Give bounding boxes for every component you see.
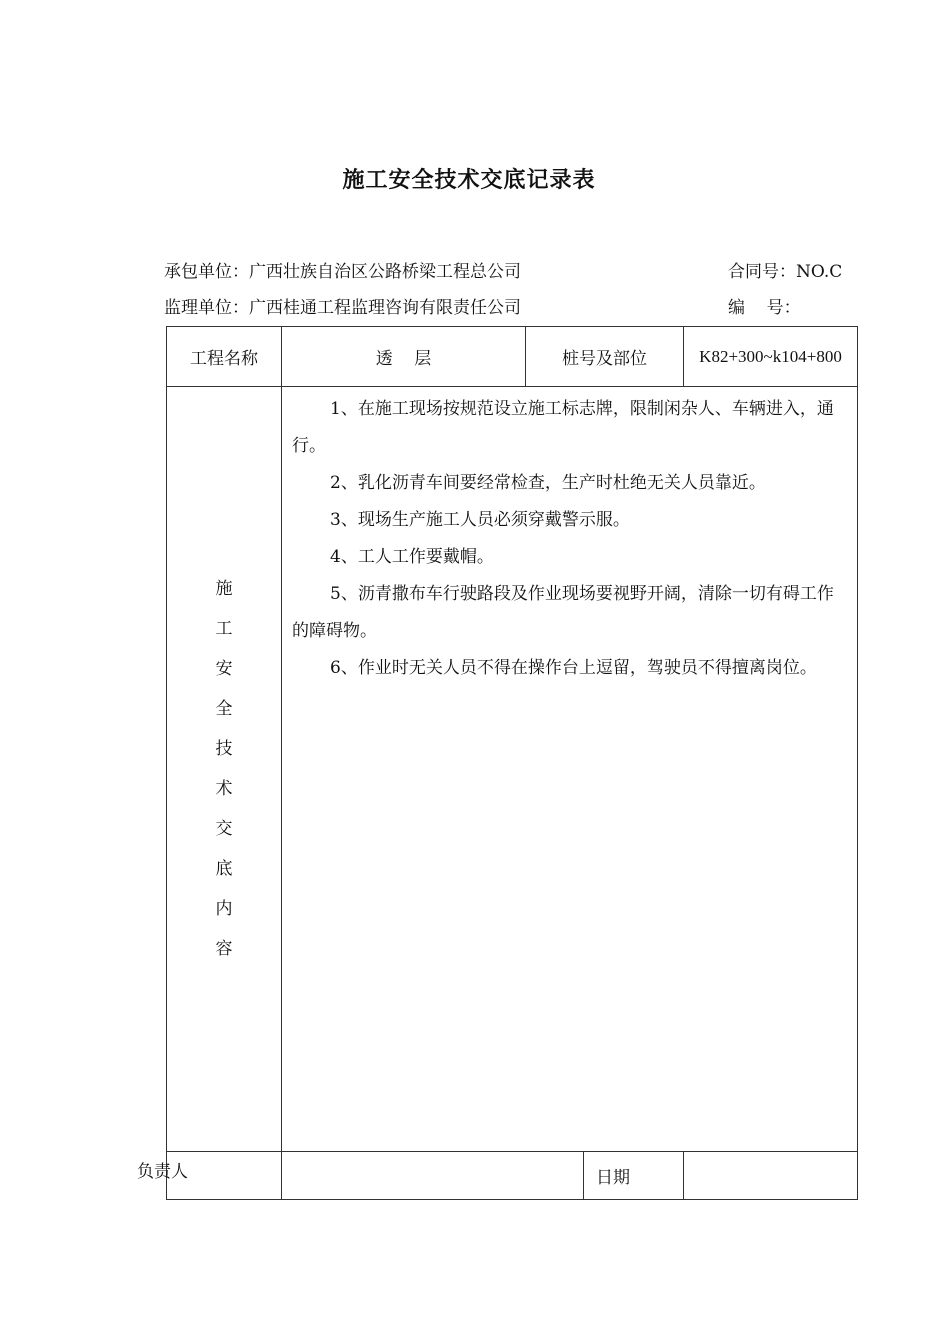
briefing-item: 1、在施工现场按规范设立施工标志牌，限制闲杂人、车辆进入，通行。 bbox=[292, 399, 834, 456]
date-label: 日期 bbox=[584, 1152, 684, 1200]
briefing-item: 2、乳化沥青车间要经常检查，生产时杜绝无关人员靠近。 bbox=[330, 473, 766, 493]
content-label-char: 术 bbox=[215, 779, 233, 799]
content-label-char: 工 bbox=[215, 619, 233, 639]
signer-value-cell[interactable] bbox=[282, 1152, 584, 1200]
project-name-value: 透 层 bbox=[282, 327, 526, 387]
serial-no-label: 编 号： bbox=[728, 298, 801, 318]
content-label-cell bbox=[167, 387, 282, 1152]
safety-briefing-table bbox=[166, 326, 858, 1200]
table-row bbox=[167, 387, 858, 1152]
briefing-item: 6、作业时无关人员不得在操作台上逗留，驾驶员不得擅离岗位。 bbox=[330, 658, 817, 678]
content-label-char: 容 bbox=[215, 939, 233, 959]
supervisor-label: 监理单位：广西桂通工程监理咨询有限责任公司 bbox=[164, 298, 521, 318]
content-label-char: 技 bbox=[215, 739, 233, 759]
date-value-cell[interactable] bbox=[684, 1152, 858, 1200]
project-name-label: 工程名称 bbox=[167, 327, 282, 387]
briefing-item: 3、现场生产施工人员必须穿戴警示服。 bbox=[330, 510, 630, 530]
briefing-item: 4、工人工作要戴帽。 bbox=[330, 547, 494, 567]
signer-label: 负责人 bbox=[137, 1162, 188, 1182]
station-value: K82+300~k104+800 bbox=[684, 327, 858, 387]
table-row bbox=[167, 327, 858, 387]
document-title: 施工安全技术交底记录表 bbox=[342, 168, 596, 193]
briefing-content bbox=[282, 387, 858, 1152]
contract-no-label: 合同号：NO.C bbox=[728, 262, 843, 282]
station-label: 桩号及部位 bbox=[526, 327, 684, 387]
content-label-char: 交 bbox=[215, 819, 233, 839]
content-label-char: 底 bbox=[215, 859, 233, 879]
table-row bbox=[167, 1152, 858, 1200]
content-label-char: 安 bbox=[215, 659, 233, 679]
contractor-label: 承包单位：广西壮族自治区公路桥梁工程总公司 bbox=[164, 262, 521, 282]
briefing-item: 5、沥青撒布车行驶路段及作业现场要视野开阔，清除一切有碍工作的障碍物。 bbox=[292, 584, 834, 641]
content-label-char: 内 bbox=[215, 899, 233, 919]
content-label-vertical bbox=[167, 387, 281, 1151]
content-label-char: 施 bbox=[215, 579, 233, 599]
content-label-char: 全 bbox=[215, 699, 233, 719]
